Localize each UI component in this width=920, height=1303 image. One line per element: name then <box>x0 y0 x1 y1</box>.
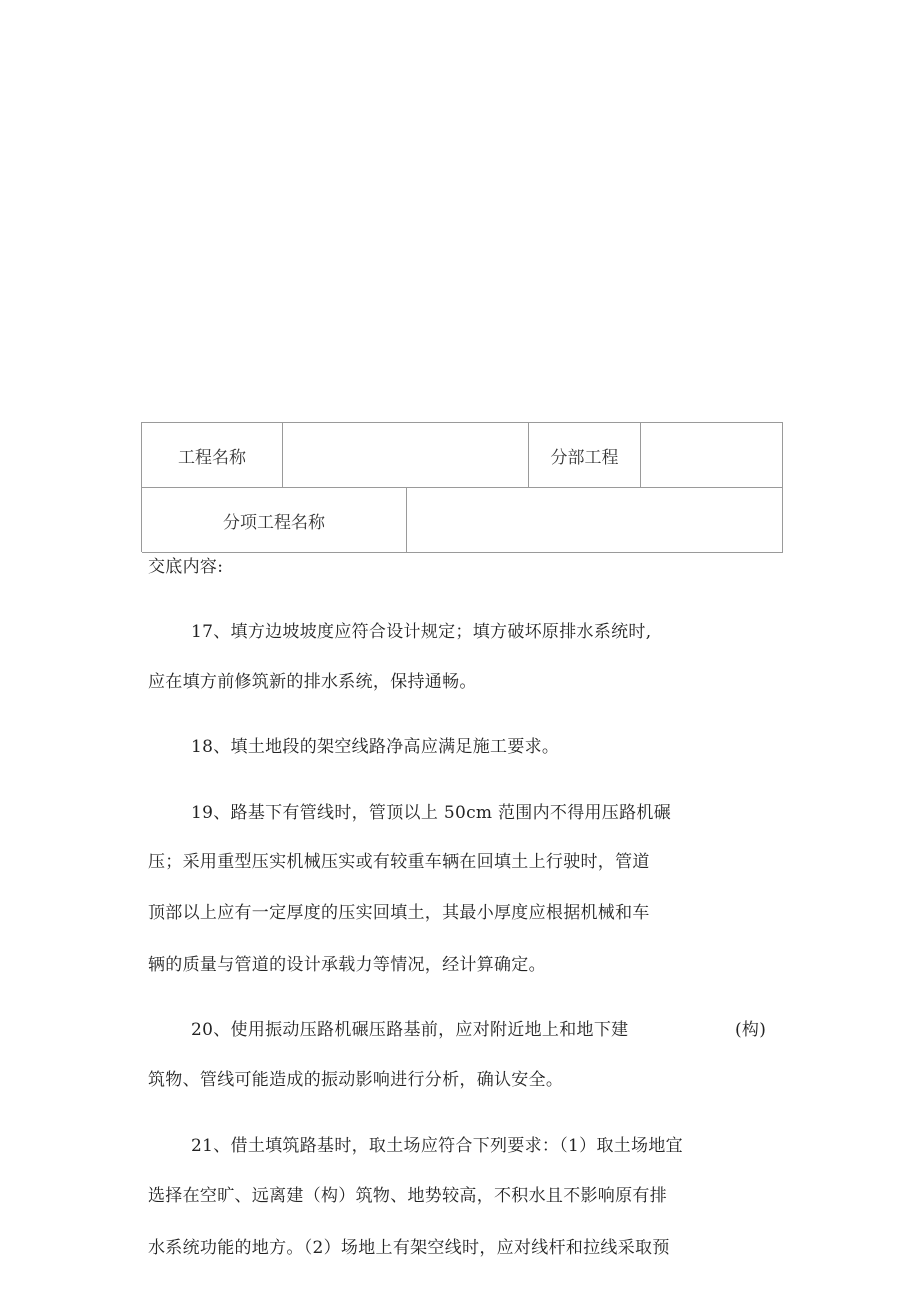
item-19-line-1: 19、路基下有管线时，管顶以上 50cm 范围内不得用压路机碾 <box>191 803 672 823</box>
division-value[interactable] <box>641 423 783 488</box>
item-20-line-1-tail: (构) <box>735 1020 767 1040</box>
item-19-line-4: 辆的质量与管道的设计承载力等情况，经计算确定。 <box>148 955 546 975</box>
item-17-line-1: 17、填方边坡坡度应符合设计规定；填方破坏原排水系统时, <box>191 622 652 642</box>
item-20-line-2: 筑物、管线可能造成的振动影响进行分析，确认安全。 <box>148 1070 564 1090</box>
item-21-line-3: 水系统功能的地方。（2）场地上有架空线时，应对线杆和拉线采取预 <box>148 1238 670 1258</box>
project-name-value[interactable] <box>283 423 529 488</box>
item-18-line-1: 18、填土地段的架空线路净高应满足施工要求。 <box>191 737 560 757</box>
item-17-line-2: 应在填方前修筑新的排水系统，保持通畅。 <box>148 672 477 692</box>
project-name-label: 工程名称 <box>142 423 283 488</box>
content-label: 交底内容: <box>148 557 224 577</box>
item-19-line-2: 压；采用重型压实机械压实或有较重车辆在回填土上行驶时，管道 <box>148 852 650 872</box>
division-label: 分部工程 <box>529 423 641 488</box>
subitem-name-label: 分项工程名称 <box>142 488 407 553</box>
item-21-line-1: 21、借土填筑路基时，取土场应符合下列要求：（1）取土场地宜 <box>191 1136 683 1156</box>
item-19-line-3: 顶部以上应有一定厚度的压实回填土，其最小厚度应根据机械和车 <box>148 903 650 923</box>
header-table <box>141 422 783 552</box>
subitem-name-value[interactable] <box>407 488 783 553</box>
item-20-line-1: 20、使用振动压路机碾压路基前，应对附近地上和地下建 <box>191 1020 629 1040</box>
item-21-line-2: 选择在空旷、远离建（构）筑物、地势较高，不积水且不影响原有排 <box>148 1186 667 1206</box>
